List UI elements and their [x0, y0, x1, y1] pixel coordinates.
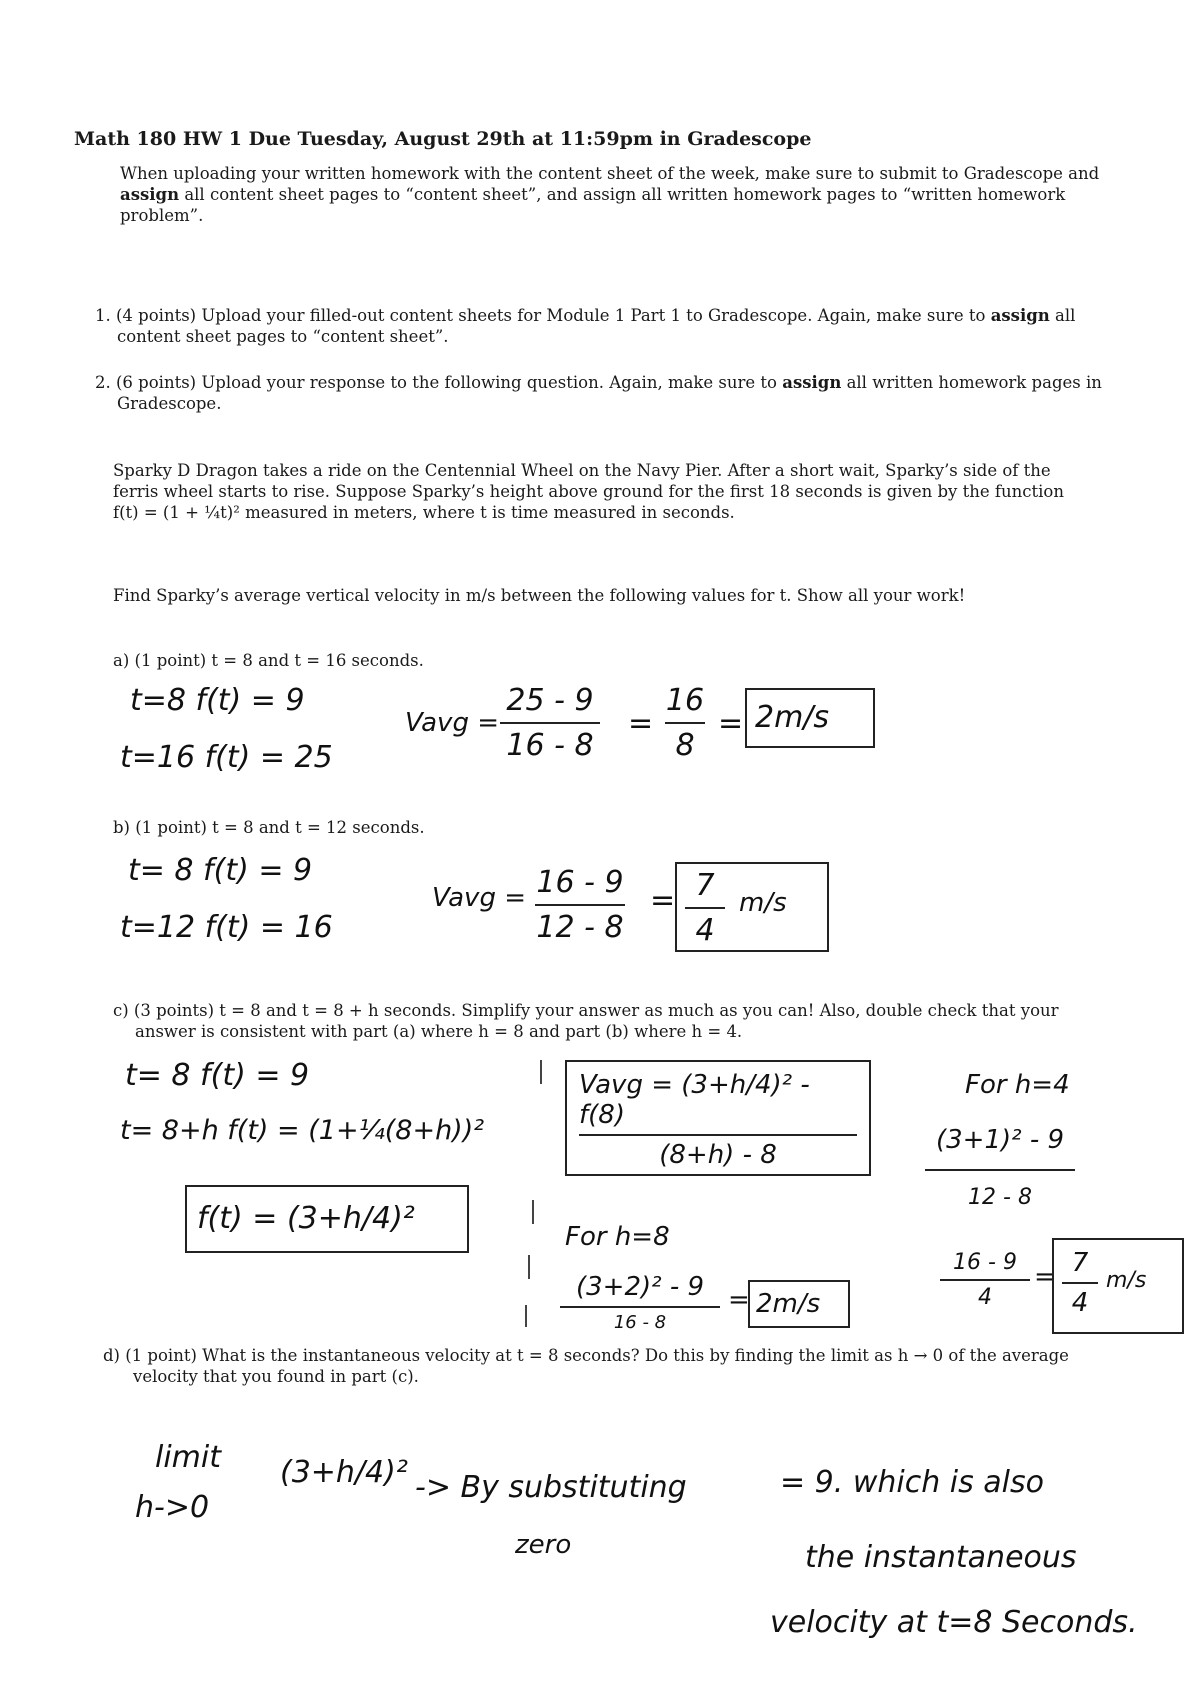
intro-line-2: [120, 184, 1130, 205]
part-c-hw-line-2: t= 8+h f(t) = (1+¼(8+h))²: [120, 1115, 485, 1146]
page-title: Math 180 HW 1 Due Tuesday, August 29th at 11:59pm in Gradescope: [74, 128, 812, 150]
part-d-result: = 9. which is also: [780, 1465, 1044, 1500]
problem-2-line-2: Gradescope.: [117, 394, 222, 413]
intro-line-3: problem”.: [120, 206, 204, 225]
part-a-answer-box: 2m/s: [745, 688, 875, 748]
part-c-h4-den: 12 - 8: [968, 1185, 1032, 1210]
part-c-hw-line-1: t= 8 f(t) = 9: [125, 1058, 310, 1093]
part-c-h8-den: 16 - 8: [613, 1312, 667, 1333]
part-a-equals-2: =: [718, 706, 744, 741]
part-b-ans-den: 4: [695, 913, 715, 948]
part-a-equals-1: =: [628, 706, 654, 741]
part-a-den2: 8: [675, 728, 695, 763]
part-b-vavg: Vavg =: [432, 883, 526, 913]
intro-line-1: When uploading your written homework with the content sheet of the week, make sure to submit to Gradescope and: [120, 164, 1100, 183]
fraction-bar: [1062, 1282, 1098, 1284]
part-a-fraction-2: [665, 683, 705, 763]
part-b-ans-num: 7: [695, 868, 715, 903]
part-a-num: 25 - 9: [506, 683, 594, 718]
part-b-hw-line-1: t= 8 f(t) = 9: [128, 853, 313, 888]
part-a-num2: 16: [665, 683, 705, 718]
part-c-vavg-num: Vavg = (3+h/4)² - f(8): [579, 1070, 810, 1130]
part-d-line-2: velocity that you found in part (c).: [133, 1367, 419, 1386]
part-d-line-2-hw: the instantaneous: [805, 1540, 1077, 1575]
stray-mark: [528, 1255, 530, 1279]
part-a-hw-line-1: t=8 f(t) = 9: [130, 683, 305, 718]
part-c-vavg-box: [565, 1060, 871, 1176]
problem-2-number: 2.: [95, 373, 111, 392]
part-c-h4-frac2-den: 4: [978, 1285, 992, 1310]
stray-mark: [532, 1200, 534, 1224]
problem-1-bold: assign: [990, 306, 1050, 325]
part-c-h8-answer-box: 2m/s: [748, 1280, 850, 1328]
part-c-question: [113, 1000, 1133, 1042]
fraction-bar: [500, 722, 600, 724]
part-c-h4-equals: =: [1034, 1262, 1056, 1292]
part-c-h4-fraction-2: [940, 1250, 1030, 1310]
part-d-line-1: d) (1 point) What is the instantaneous velocity at t = 8 seconds? Do this by finding the limit as h → 0 of the average: [103, 1346, 1069, 1365]
part-c-line-2: answer is consistent with part (a) where h = 8 and part (b) where h = 4.: [135, 1022, 743, 1041]
part-a-question: a) (1 point) t = 8 and t = 16 seconds.: [113, 651, 424, 670]
problem-1-line-1: [95, 305, 1135, 326]
part-c-h4-ans-unit: m/s: [1106, 1268, 1147, 1293]
problem-2-text-b: all written homework pages in: [841, 373, 1102, 392]
part-d-expression: (3+h/4)²: [280, 1455, 408, 1490]
part-b-hw-line-2: t=12 f(t) = 16: [120, 910, 333, 945]
part-d-zero: zero: [515, 1530, 572, 1560]
part-b-den: 12 - 8: [536, 910, 624, 945]
part-c-vavg-fraction: [579, 1070, 857, 1170]
fraction-bar: [665, 722, 705, 724]
sparky-story: [113, 460, 1133, 523]
problem-2-line-1: [95, 372, 1135, 393]
part-b-equals: =: [650, 883, 676, 918]
fraction-bar: [685, 907, 725, 909]
intro-line-2-text: all content sheet pages to “content sheet”, and assign all written homework pages to “written homework: [179, 185, 1066, 204]
part-d-substituting: -> By substituting: [415, 1470, 687, 1505]
part-c-h4-ans-den: 4: [1071, 1288, 1089, 1318]
part-d-question: [103, 1345, 1133, 1387]
problem-2-text-a: (6 points) Upload your response to the following question. Again, make sure to: [116, 373, 783, 392]
problem-1-text-b: all: [1049, 306, 1076, 325]
story-line-1: Sparky D Dragon takes a ride on the Centennial Wheel on the Navy Pier. After a short wait, Sparky’s side of the: [113, 461, 1051, 480]
part-c-line-1: c) (3 points) t = 8 and t = 8 + h seconds. Simplify your answer as much as you can! Also, double check that your: [113, 1001, 1059, 1020]
part-c-vavg-den: (8+h) - 8: [659, 1140, 777, 1170]
problem-1-number: 1.: [95, 306, 111, 325]
part-c-h4-label: For h=4: [965, 1070, 1070, 1100]
problem-1-line-2: content sheet pages to “content sheet”.: [117, 327, 449, 346]
part-b-answer-box: [675, 862, 829, 952]
part-a-den: 16 - 8: [506, 728, 594, 763]
problem-2: [95, 372, 1135, 414]
part-c-h4-fraction: [925, 1125, 1075, 1210]
fraction-bar: [560, 1306, 720, 1308]
part-c-h4-num: (3+1)² - 9: [935, 1125, 1065, 1155]
part-b-fraction: [535, 865, 625, 945]
part-c-h4-answer-fraction: [1062, 1248, 1098, 1318]
part-b-ans-unit: m/s: [739, 888, 787, 918]
intro-paragraph: [120, 163, 1130, 226]
part-d-line-3-hw: velocity at t=8 Seconds.: [770, 1605, 1138, 1640]
fraction-bar: [925, 1169, 1075, 1171]
part-c-h4-frac2-num: 16 - 9: [953, 1250, 1017, 1275]
part-d-h-to-0: h->0: [135, 1490, 210, 1525]
part-c-h8-num: (3+2)² - 9: [575, 1272, 705, 1302]
part-a-hw-line-2: t=16 f(t) = 25: [120, 740, 333, 775]
story-line-3: f(t) = (1 + ¼t)² measured in meters, where t is time measured in seconds.: [113, 503, 735, 522]
part-d-limit: limit: [155, 1440, 221, 1475]
part-c-h8-fraction: [560, 1272, 720, 1333]
part-c-h8-equals: =: [728, 1285, 750, 1315]
problem-1-text-a: (4 points) Upload your filled-out content sheets for Module 1 Part 1 to Gradescope. Again, make sure to: [116, 306, 991, 325]
part-c-h8-label: For h=8: [565, 1222, 670, 1252]
story-line-2: ferris wheel starts to rise. Suppose Sparky’s height above ground for the first 18 seconds is given by the function: [113, 482, 1064, 501]
stray-mark: [525, 1305, 527, 1327]
assign-bold: assign: [120, 185, 180, 204]
problem-2-bold: assign: [782, 373, 842, 392]
part-a-fraction: [500, 683, 600, 763]
find-instruction: Find Sparky’s average vertical velocity in m/s between the following values for t. Show all your work!: [113, 586, 966, 605]
part-b-question: b) (1 point) t = 8 and t = 12 seconds.: [113, 818, 425, 837]
part-c-h4-ans-num: 7: [1071, 1248, 1089, 1278]
problem-1: [95, 305, 1135, 347]
stray-mark: [540, 1060, 542, 1084]
part-a-vavg: Vavg =: [405, 708, 499, 738]
fraction-bar: [535, 904, 625, 906]
fraction-bar: [940, 1279, 1030, 1281]
part-b-num: 16 - 9: [536, 865, 624, 900]
fraction-bar: [579, 1134, 857, 1136]
part-c-boxed-f: f(t) = (3+h/4)²: [185, 1185, 469, 1253]
part-c-h4-answer-box: [1052, 1238, 1184, 1334]
part-b-answer-fraction: [685, 868, 725, 948]
